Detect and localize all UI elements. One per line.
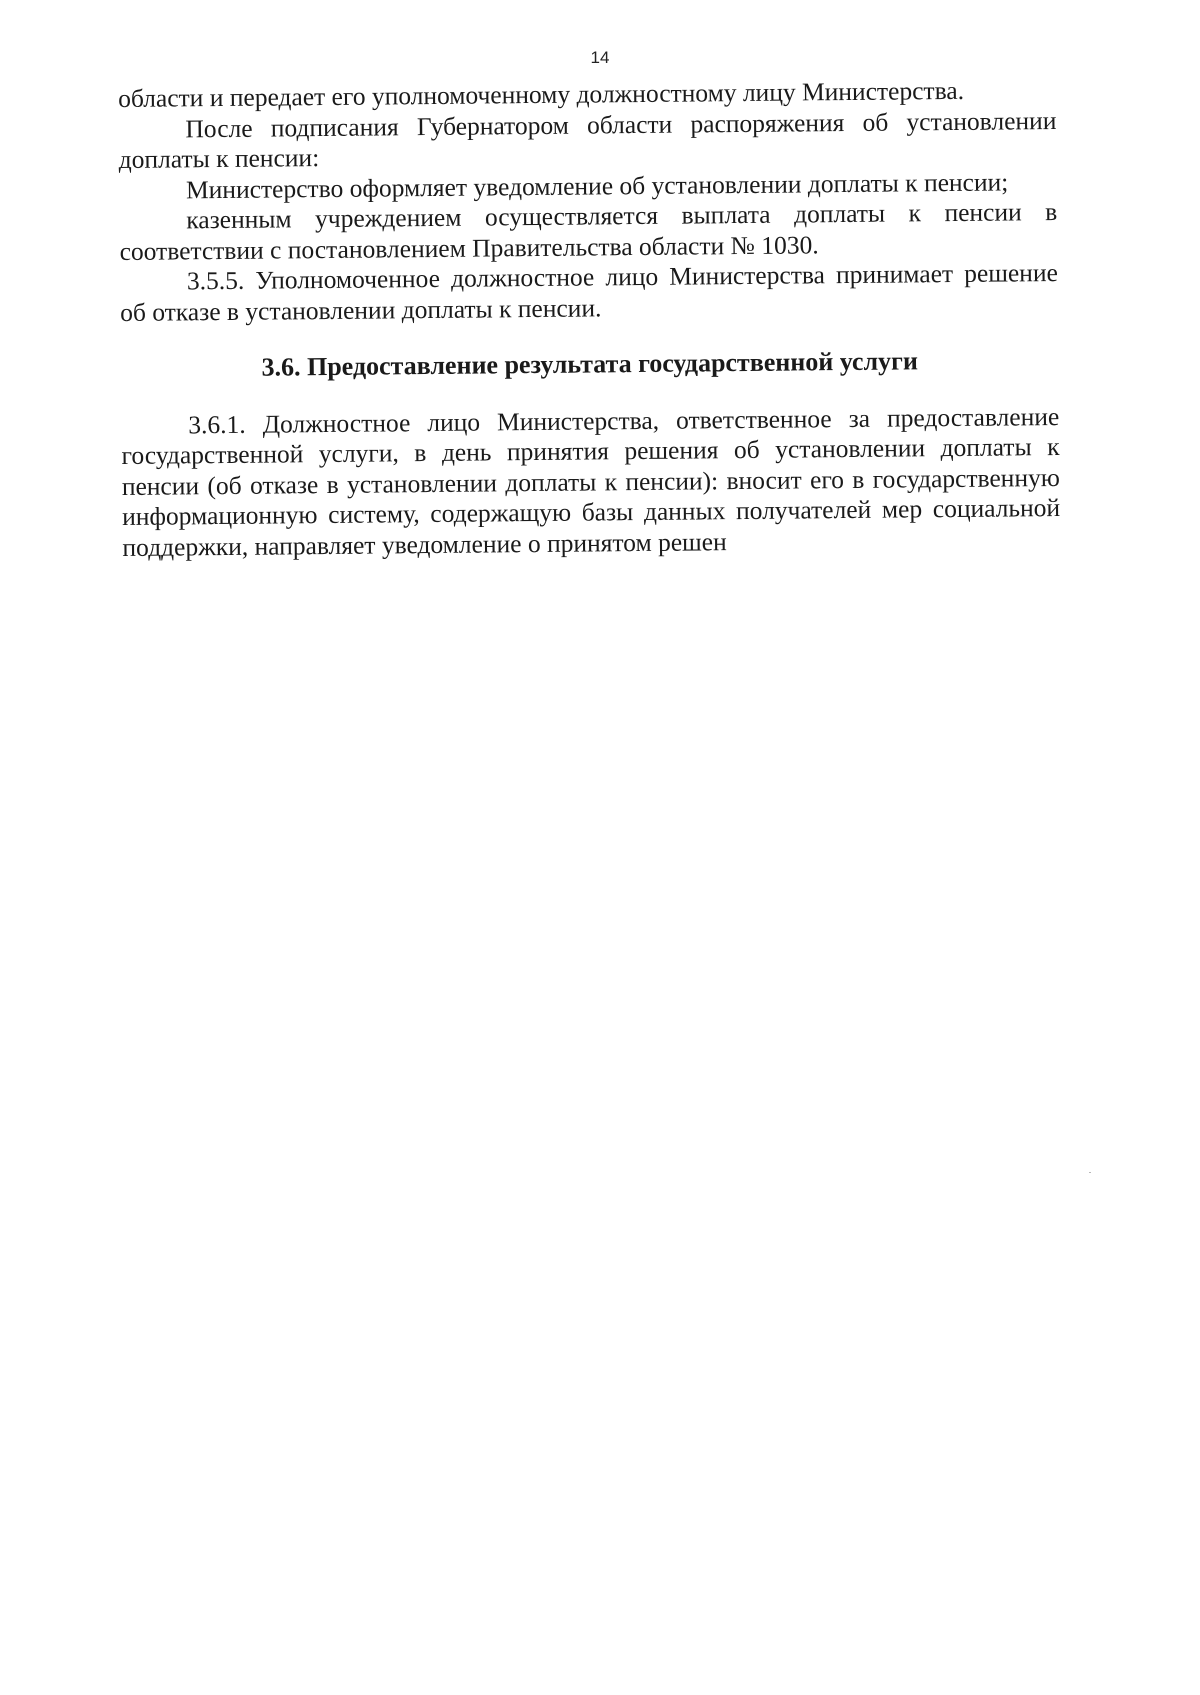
text-line: После подписания Губернатором области распоряжения об установлении <box>185 105 1057 143</box>
text-line: информационную систему, содержащую базы данных получателей мер социальной <box>122 492 1061 531</box>
text-line: 3.6.1. Должностное лицо Министерства, ответственное за предоставление <box>188 401 1060 439</box>
text-line: об отказе в установлении доплаты к пенсии. <box>120 292 602 327</box>
text-line: соответствии с постановлением Правительства области № 1030. <box>119 229 819 266</box>
document-body <box>118 75 1061 563</box>
text-line: пенсии (об отказе в установлении доплаты к пенсии): вносит его в государственную <box>121 462 1060 501</box>
text-line: доплаты к пенсии: <box>118 143 320 174</box>
text-line: поддержки, направляет уведомление о принятом решен <box>122 526 727 562</box>
text-line: области и передает его уполномоченному должностному лицу Министерства. <box>118 75 965 113</box>
section-heading: 3.6. Предоставление результата государственной услуги <box>261 346 919 382</box>
text-line: казенным учреждением осуществляется выплата доплаты к пенсии в <box>186 196 1058 235</box>
scan-speck <box>1089 1172 1091 1173</box>
text-line: государственной услуги, в день принятия решения об установлении доплаты к <box>121 431 1060 470</box>
page-number: 14 <box>590 48 610 67</box>
text-line: 3.5.5. Уполномоченное должностное лицо Министерства принимает решение <box>186 257 1058 296</box>
text-line: Министерство оформляет уведомление об установлении доплаты к пенсии; <box>185 166 1009 204</box>
